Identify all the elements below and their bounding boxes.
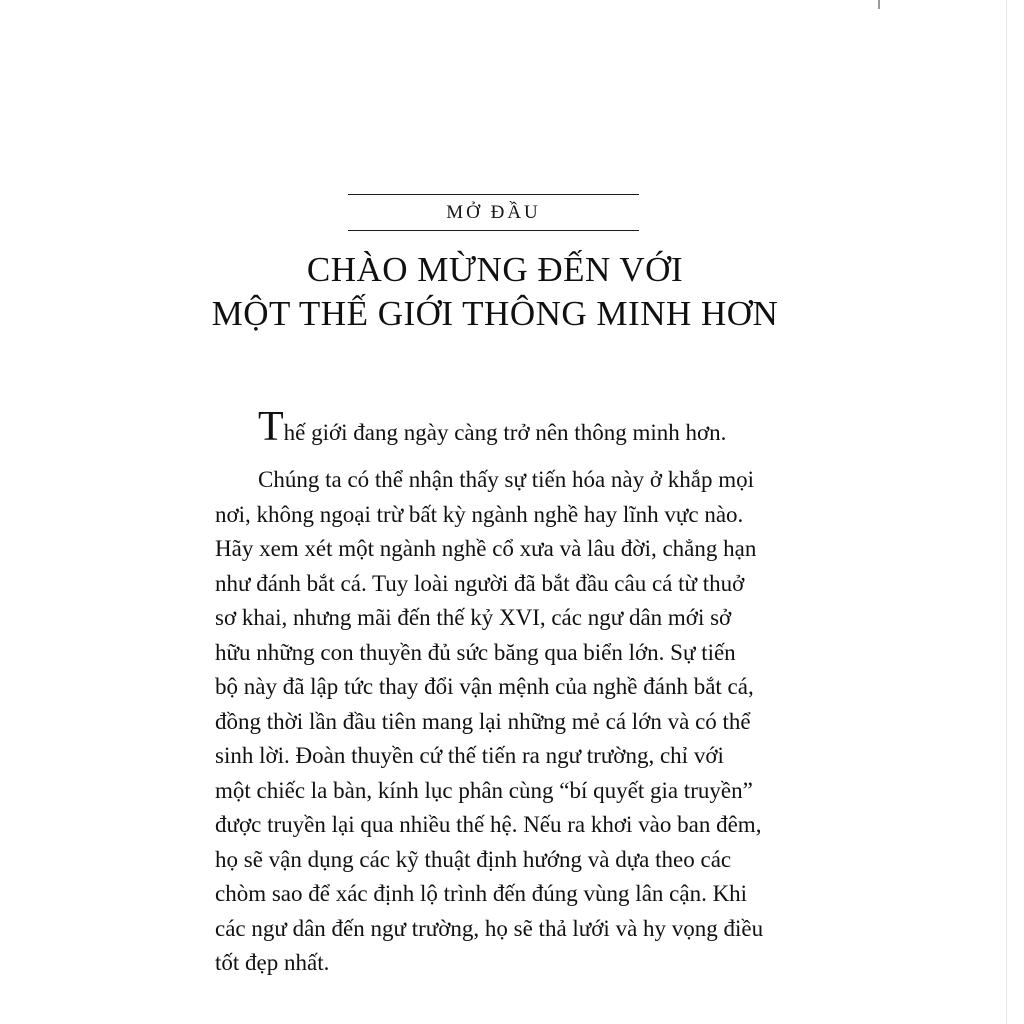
text-line: Hãy xem xét một ngành nghề cổ xưa và lâu đời, chẳng hạn [215, 536, 757, 561]
page-edge-shadow [1006, 0, 1007, 1024]
section-rule-top [348, 194, 639, 195]
text-line: Chúng ta có thể nhận thấy sự tiến hóa này ở khắp mọi [258, 467, 755, 492]
section-label: MỞ ĐẦU [446, 202, 541, 223]
chapter-title [150, 248, 840, 336]
text-line: chòm sao để xác định lộ trình đến đúng vùng lân cận. Khi [215, 881, 748, 906]
text-line: sinh lời. Đoàn thuyền cứ thế tiến ra ngư trường, chỉ với [215, 743, 724, 768]
text-line: họ sẽ vận dụng các kỹ thuật định hướng và dựa theo các [215, 846, 732, 872]
text-line: đồng thời lần đầu tiên mang lại những mẻ cá lớn và có thể [215, 708, 751, 734]
opening-sentence [258, 404, 727, 459]
text-line: hữu những con thuyền đủ sức băng qua biển lớn. Sự tiến [215, 639, 736, 665]
text-line: sơ khai, nhưng mãi đến thế kỷ XVI, các ngư dân mới sở [215, 605, 732, 630]
text-line: một chiếc la bàn, kính lục phân cùng “bí quyết gia truyền” [215, 777, 753, 803]
text-line: bộ này đã lập tức thay đổi vận mệnh của nghề đánh bắt cá, [215, 674, 754, 699]
text-line: được truyền lại qua nhiều thế hệ. Nếu ra khơi vào ban đêm, [215, 812, 762, 837]
drop-cap: T [258, 404, 284, 450]
section-rule-bottom [348, 230, 639, 231]
opening-sentence-text: hế giới đang ngày càng trở nên thông minh hơn. [283, 420, 727, 445]
text-line: các ngư dân đến ngư trường, họ sẽ thả lưới và hy vọng điều [215, 915, 764, 941]
paragraph [215, 463, 815, 981]
chapter-title-line: CHÀO MỪNG ĐẾN VỚI [306, 250, 684, 289]
text-line: tốt đẹp nhất. [215, 950, 330, 975]
scan-edge-mark [878, 0, 880, 9]
text-line: nơi, không ngoại trừ bất kỳ ngành nghề hay lĩnh vực nào. [215, 501, 744, 527]
text-line: như đánh bắt cá. Tuy loài người đã bắt đầu câu cá từ thuở [215, 570, 745, 596]
chapter-title-line: MỘT THẾ GIỚI THÔNG MINH HƠN [211, 294, 779, 333]
